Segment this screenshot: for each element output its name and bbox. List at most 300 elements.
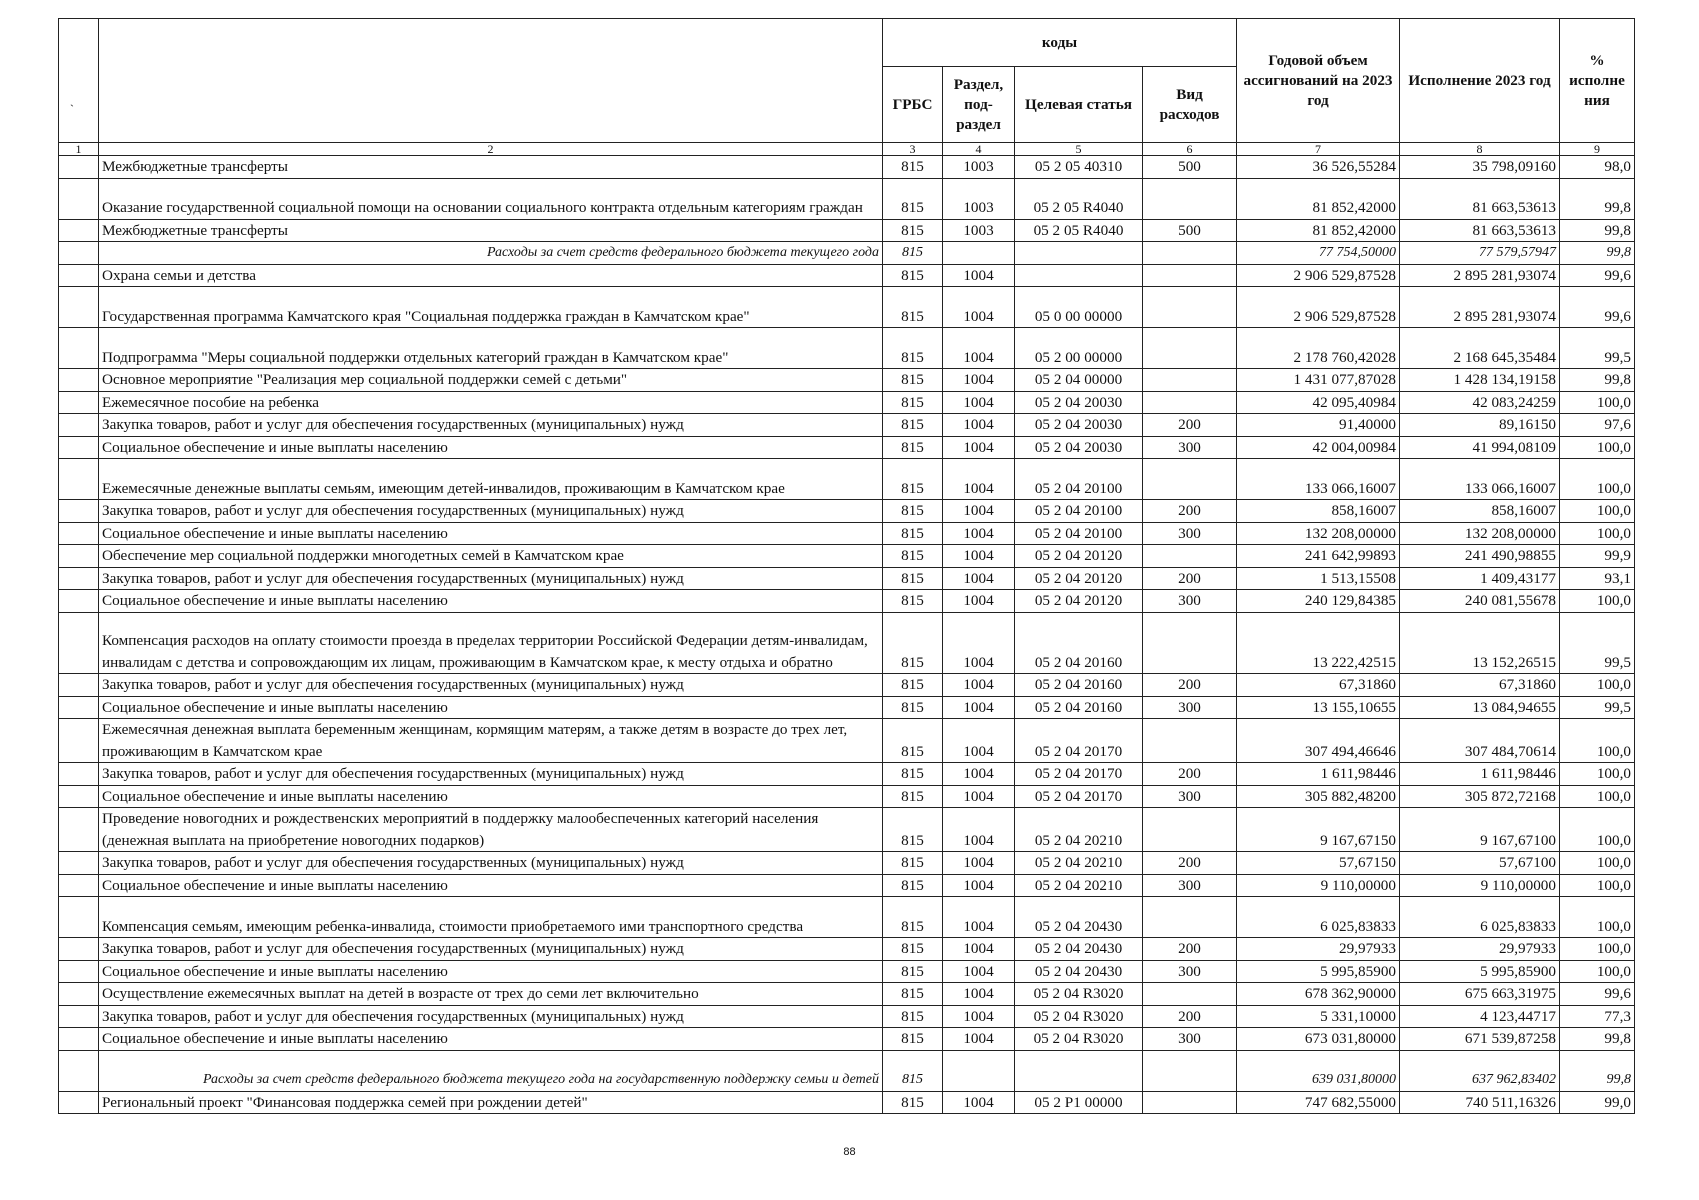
row-index-cell bbox=[59, 522, 99, 545]
row-name: Государственная программа Камчатского края "Социальная поддержка граждан в Камчатском крае" bbox=[99, 287, 883, 328]
row-index-cell bbox=[59, 874, 99, 897]
row-grbs: 815 bbox=[883, 674, 943, 697]
row-expense-kind bbox=[1143, 983, 1237, 1006]
table-row bbox=[59, 545, 1635, 568]
row-execution: 42 083,24259 bbox=[1400, 391, 1560, 414]
row-target-article: 05 2 04 R3020 bbox=[1015, 1028, 1143, 1051]
row-target-article: 05 2 04 20030 bbox=[1015, 436, 1143, 459]
row-expense-kind bbox=[1143, 242, 1237, 265]
colnum: 9 bbox=[1560, 143, 1635, 156]
row-execution: 41 994,08109 bbox=[1400, 436, 1560, 459]
row-target-article: 05 2 04 R3020 bbox=[1015, 1005, 1143, 1028]
row-index-cell bbox=[59, 328, 99, 369]
row-section: 1004 bbox=[943, 264, 1015, 287]
table-row bbox=[59, 696, 1635, 719]
colnum: 8 bbox=[1400, 143, 1560, 156]
colnum: 5 bbox=[1015, 143, 1143, 156]
row-section: 1004 bbox=[943, 938, 1015, 961]
row-execution: 305 872,72168 bbox=[1400, 785, 1560, 808]
row-annual-allocation: 1 513,15508 bbox=[1237, 567, 1400, 590]
row-section: 1004 bbox=[943, 612, 1015, 674]
row-percent: 99,6 bbox=[1560, 287, 1635, 328]
row-target-article bbox=[1015, 242, 1143, 265]
row-expense-kind: 200 bbox=[1143, 414, 1237, 437]
row-percent: 100,0 bbox=[1560, 808, 1635, 852]
row-grbs: 815 bbox=[883, 328, 943, 369]
row-grbs: 815 bbox=[883, 500, 943, 523]
row-annual-allocation: 81 852,42000 bbox=[1237, 178, 1400, 219]
row-section: 1004 bbox=[943, 674, 1015, 697]
row-grbs: 815 bbox=[883, 852, 943, 875]
row-execution: 740 511,16326 bbox=[1400, 1091, 1560, 1114]
row-percent: 99,6 bbox=[1560, 264, 1635, 287]
row-section: 1004 bbox=[943, 369, 1015, 392]
row-target-article: 05 2 04 20160 bbox=[1015, 696, 1143, 719]
row-section: 1004 bbox=[943, 808, 1015, 852]
row-grbs: 815 bbox=[883, 897, 943, 938]
row-expense-kind: 300 bbox=[1143, 436, 1237, 459]
table-row bbox=[59, 612, 1635, 674]
row-target-article: 05 2 04 20030 bbox=[1015, 391, 1143, 414]
budget-execution-table bbox=[58, 18, 1635, 1114]
row-execution: 2 168 645,35484 bbox=[1400, 328, 1560, 369]
row-annual-allocation: 5 331,10000 bbox=[1237, 1005, 1400, 1028]
row-execution: 4 123,44717 bbox=[1400, 1005, 1560, 1028]
row-target-article: 05 2 04 20170 bbox=[1015, 719, 1143, 763]
column-number-row bbox=[59, 143, 1635, 156]
row-annual-allocation: 678 362,90000 bbox=[1237, 983, 1400, 1006]
row-annual-allocation: 29,97933 bbox=[1237, 938, 1400, 961]
row-section: 1003 bbox=[943, 219, 1015, 242]
table-row bbox=[59, 287, 1635, 328]
row-grbs: 815 bbox=[883, 369, 943, 392]
header-kind: Вид расходов bbox=[1143, 67, 1237, 143]
row-annual-allocation: 36 526,55284 bbox=[1237, 156, 1400, 179]
row-index-cell bbox=[59, 852, 99, 875]
row-name: Межбюджетные трансферты bbox=[99, 219, 883, 242]
table-row bbox=[59, 983, 1635, 1006]
row-expense-kind bbox=[1143, 391, 1237, 414]
row-percent: 93,1 bbox=[1560, 567, 1635, 590]
row-section: 1004 bbox=[943, 567, 1015, 590]
table-row bbox=[59, 1005, 1635, 1028]
row-grbs: 815 bbox=[883, 1028, 943, 1051]
row-percent: 97,6 bbox=[1560, 414, 1635, 437]
table-row bbox=[59, 897, 1635, 938]
row-percent: 100,0 bbox=[1560, 436, 1635, 459]
row-name: Ежемесячное пособие на ребенка bbox=[99, 391, 883, 414]
row-name: Социальное обеспечение и иные выплаты населению bbox=[99, 436, 883, 459]
row-name: Социальное обеспечение и иные выплаты населению bbox=[99, 785, 883, 808]
row-annual-allocation: 133 066,16007 bbox=[1237, 459, 1400, 500]
row-grbs: 815 bbox=[883, 785, 943, 808]
table-row bbox=[59, 369, 1635, 392]
row-name: Закупка товаров, работ и услуг для обеспечения государственных (муниципальных) нужд bbox=[99, 1005, 883, 1028]
row-name: Социальное обеспечение и иные выплаты населению bbox=[99, 1028, 883, 1051]
table-row bbox=[59, 242, 1635, 265]
row-index-cell bbox=[59, 219, 99, 242]
row-expense-kind: 200 bbox=[1143, 674, 1237, 697]
row-grbs: 815 bbox=[883, 459, 943, 500]
row-target-article: 05 2 04 20100 bbox=[1015, 459, 1143, 500]
row-index-cell bbox=[59, 674, 99, 697]
row-section: 1004 bbox=[943, 1005, 1015, 1028]
row-percent: 99,0 bbox=[1560, 1091, 1635, 1114]
table-row bbox=[59, 590, 1635, 613]
row-name: Подпрограмма "Меры социальной поддержки отдельных категорий граждан в Камчатском крае" bbox=[99, 328, 883, 369]
row-grbs: 815 bbox=[883, 983, 943, 1006]
row-execution: 6 025,83833 bbox=[1400, 897, 1560, 938]
row-target-article: 05 2 04 20030 bbox=[1015, 414, 1143, 437]
table-row bbox=[59, 436, 1635, 459]
row-expense-kind bbox=[1143, 808, 1237, 852]
row-percent: 100,0 bbox=[1560, 522, 1635, 545]
row-percent: 99,8 bbox=[1560, 369, 1635, 392]
row-grbs: 815 bbox=[883, 414, 943, 437]
row-execution: 675 663,31975 bbox=[1400, 983, 1560, 1006]
row-grbs: 815 bbox=[883, 391, 943, 414]
row-execution: 81 663,53613 bbox=[1400, 178, 1560, 219]
row-percent: 100,0 bbox=[1560, 391, 1635, 414]
row-expense-kind: 300 bbox=[1143, 960, 1237, 983]
row-expense-kind: 500 bbox=[1143, 219, 1237, 242]
row-expense-kind bbox=[1143, 612, 1237, 674]
row-execution: 9 110,00000 bbox=[1400, 874, 1560, 897]
row-execution: 307 484,70614 bbox=[1400, 719, 1560, 763]
row-annual-allocation: 132 208,00000 bbox=[1237, 522, 1400, 545]
row-index-cell bbox=[59, 178, 99, 219]
row-execution: 13 084,94655 bbox=[1400, 696, 1560, 719]
row-grbs: 815 bbox=[883, 938, 943, 961]
row-index-cell bbox=[59, 1028, 99, 1051]
row-index-cell bbox=[59, 897, 99, 938]
row-expense-kind bbox=[1143, 287, 1237, 328]
row-index-cell bbox=[59, 459, 99, 500]
row-section: 1004 bbox=[943, 785, 1015, 808]
row-percent: 77,3 bbox=[1560, 1005, 1635, 1028]
row-expense-kind: 300 bbox=[1143, 590, 1237, 613]
row-expense-kind bbox=[1143, 1050, 1237, 1091]
row-name: Охрана семьи и детства bbox=[99, 264, 883, 287]
header-pct: % исполне ния bbox=[1560, 19, 1635, 143]
colnum: 7 bbox=[1237, 143, 1400, 156]
table-row bbox=[59, 156, 1635, 179]
row-index-cell bbox=[59, 567, 99, 590]
row-percent: 100,0 bbox=[1560, 874, 1635, 897]
row-target-article: 05 2 04 20210 bbox=[1015, 874, 1143, 897]
table-row bbox=[59, 1091, 1635, 1114]
row-annual-allocation: 13 155,10655 bbox=[1237, 696, 1400, 719]
row-expense-kind bbox=[1143, 328, 1237, 369]
row-target-article: 05 2 05 R4040 bbox=[1015, 219, 1143, 242]
row-target-article: 05 2 04 20170 bbox=[1015, 763, 1143, 786]
header-annual: Годовой объем ассигнований на 2023 год bbox=[1237, 19, 1400, 143]
row-index-cell bbox=[59, 287, 99, 328]
row-section: 1004 bbox=[943, 590, 1015, 613]
row-index-cell bbox=[59, 785, 99, 808]
header-section: Раздел, под-раздел bbox=[943, 67, 1015, 143]
row-expense-kind: 200 bbox=[1143, 500, 1237, 523]
row-percent: 99,8 bbox=[1560, 1028, 1635, 1051]
row-target-article: 05 2 04 20430 bbox=[1015, 960, 1143, 983]
row-percent: 99,8 bbox=[1560, 242, 1635, 265]
row-name: Социальное обеспечение и иные выплаты населению bbox=[99, 696, 883, 719]
row-execution: 2 895 281,93074 bbox=[1400, 264, 1560, 287]
row-section: 1004 bbox=[943, 545, 1015, 568]
row-annual-allocation: 2 906 529,87528 bbox=[1237, 264, 1400, 287]
row-section: 1004 bbox=[943, 287, 1015, 328]
row-grbs: 815 bbox=[883, 1091, 943, 1114]
row-target-article: 05 2 04 20120 bbox=[1015, 590, 1143, 613]
row-grbs: 815 bbox=[883, 178, 943, 219]
row-name: Закупка товаров, работ и услуг для обеспечения государственных (муниципальных) нужд bbox=[99, 763, 883, 786]
row-percent: 100,0 bbox=[1560, 960, 1635, 983]
row-grbs: 815 bbox=[883, 219, 943, 242]
row-annual-allocation: 1 431 077,87028 bbox=[1237, 369, 1400, 392]
row-name: Расходы за счет средств федерального бюджета текущего года bbox=[99, 242, 883, 265]
row-target-article: 05 2 04 20160 bbox=[1015, 612, 1143, 674]
row-section: 1004 bbox=[943, 1028, 1015, 1051]
row-annual-allocation: 2 906 529,87528 bbox=[1237, 287, 1400, 328]
row-expense-kind bbox=[1143, 1091, 1237, 1114]
row-grbs: 815 bbox=[883, 1050, 943, 1091]
row-annual-allocation: 57,67150 bbox=[1237, 852, 1400, 875]
row-name: Закупка товаров, работ и услуг для обеспечения государственных (муниципальных) нужд bbox=[99, 852, 883, 875]
row-target-article: 05 2 04 20120 bbox=[1015, 567, 1143, 590]
row-index-cell bbox=[59, 696, 99, 719]
table-row bbox=[59, 785, 1635, 808]
row-grbs: 815 bbox=[883, 242, 943, 265]
table-row bbox=[59, 719, 1635, 763]
row-section: 1004 bbox=[943, 459, 1015, 500]
table-row bbox=[59, 178, 1635, 219]
row-grbs: 815 bbox=[883, 156, 943, 179]
row-percent: 99,6 bbox=[1560, 983, 1635, 1006]
row-annual-allocation: 2 178 760,42028 bbox=[1237, 328, 1400, 369]
row-execution: 671 539,87258 bbox=[1400, 1028, 1560, 1051]
row-target-article: 05 2 04 20210 bbox=[1015, 808, 1143, 852]
row-section: 1004 bbox=[943, 696, 1015, 719]
header-target: Целевая статья bbox=[1015, 67, 1143, 143]
row-percent: 100,0 bbox=[1560, 785, 1635, 808]
row-percent: 99,8 bbox=[1560, 178, 1635, 219]
row-section: 1003 bbox=[943, 156, 1015, 179]
table-body bbox=[59, 156, 1635, 1114]
table-row bbox=[59, 522, 1635, 545]
row-section: 1004 bbox=[943, 852, 1015, 875]
row-percent: 100,0 bbox=[1560, 852, 1635, 875]
table-row bbox=[59, 500, 1635, 523]
row-target-article: 05 2 04 20430 bbox=[1015, 938, 1143, 961]
row-percent: 99,9 bbox=[1560, 545, 1635, 568]
row-execution: 133 066,16007 bbox=[1400, 459, 1560, 500]
row-annual-allocation: 307 494,46646 bbox=[1237, 719, 1400, 763]
table-row bbox=[59, 459, 1635, 500]
row-execution: 1 428 134,19158 bbox=[1400, 369, 1560, 392]
row-section: 1004 bbox=[943, 391, 1015, 414]
header-col-1 bbox=[59, 19, 99, 143]
row-percent: 99,5 bbox=[1560, 612, 1635, 674]
table-row bbox=[59, 1050, 1635, 1091]
table-row bbox=[59, 674, 1635, 697]
colnum: 4 bbox=[943, 143, 1015, 156]
row-section: 1004 bbox=[943, 763, 1015, 786]
row-execution: 637 962,83402 bbox=[1400, 1050, 1560, 1091]
row-annual-allocation: 639 031,80000 bbox=[1237, 1050, 1400, 1091]
row-execution: 5 995,85900 bbox=[1400, 960, 1560, 983]
row-execution: 1 611,98446 bbox=[1400, 763, 1560, 786]
row-expense-kind: 500 bbox=[1143, 156, 1237, 179]
table-row bbox=[59, 852, 1635, 875]
row-expense-kind bbox=[1143, 897, 1237, 938]
row-section: 1004 bbox=[943, 436, 1015, 459]
row-section: 1004 bbox=[943, 983, 1015, 1006]
row-percent: 100,0 bbox=[1560, 719, 1635, 763]
row-index-cell bbox=[59, 960, 99, 983]
row-annual-allocation: 81 852,42000 bbox=[1237, 219, 1400, 242]
row-index-cell bbox=[59, 938, 99, 961]
row-name: Расходы за счет средств федерального бюджета текущего года на государственную поддержку семьи и детей bbox=[99, 1050, 883, 1091]
row-percent: 100,0 bbox=[1560, 590, 1635, 613]
row-grbs: 815 bbox=[883, 696, 943, 719]
header-codes: коды bbox=[883, 19, 1237, 67]
row-name: Социальное обеспечение и иные выплаты населению bbox=[99, 960, 883, 983]
row-name: Закупка товаров, работ и услуг для обеспечения государственных (муниципальных) нужд bbox=[99, 500, 883, 523]
row-index-cell bbox=[59, 264, 99, 287]
row-name: Закупка товаров, работ и услуг для обеспечения государственных (муниципальных) нужд bbox=[99, 938, 883, 961]
row-expense-kind: 300 bbox=[1143, 1028, 1237, 1051]
row-target-article bbox=[1015, 264, 1143, 287]
row-expense-kind bbox=[1143, 545, 1237, 568]
row-annual-allocation: 9 110,00000 bbox=[1237, 874, 1400, 897]
row-grbs: 815 bbox=[883, 287, 943, 328]
row-section: 1004 bbox=[943, 414, 1015, 437]
row-target-article: 05 2 05 R4040 bbox=[1015, 178, 1143, 219]
row-percent: 100,0 bbox=[1560, 763, 1635, 786]
row-percent: 99,5 bbox=[1560, 696, 1635, 719]
row-annual-allocation: 1 611,98446 bbox=[1237, 763, 1400, 786]
row-name: Обеспечение мер социальной поддержки многодетных семей в Камчатском крае bbox=[99, 545, 883, 568]
row-section: 1004 bbox=[943, 897, 1015, 938]
row-target-article: 05 0 00 00000 bbox=[1015, 287, 1143, 328]
row-annual-allocation: 13 222,42515 bbox=[1237, 612, 1400, 674]
row-expense-kind bbox=[1143, 369, 1237, 392]
row-execution: 89,16150 bbox=[1400, 414, 1560, 437]
row-annual-allocation: 241 642,99893 bbox=[1237, 545, 1400, 568]
row-execution: 77 579,57947 bbox=[1400, 242, 1560, 265]
row-expense-kind: 200 bbox=[1143, 938, 1237, 961]
row-index-cell bbox=[59, 156, 99, 179]
row-name: Закупка товаров, работ и услуг для обеспечения государственных (муниципальных) нужд bbox=[99, 567, 883, 590]
row-annual-allocation: 240 129,84385 bbox=[1237, 590, 1400, 613]
row-percent: 99,8 bbox=[1560, 1050, 1635, 1091]
row-section: 1004 bbox=[943, 960, 1015, 983]
row-grbs: 815 bbox=[883, 567, 943, 590]
row-name: Закупка товаров, работ и услуг для обеспечения государственных (муниципальных) нужд bbox=[99, 674, 883, 697]
row-index-cell bbox=[59, 719, 99, 763]
row-name: Закупка товаров, работ и услуг для обеспечения государственных (муниципальных) нужд bbox=[99, 414, 883, 437]
table-row bbox=[59, 960, 1635, 983]
row-annual-allocation: 42 004,00984 bbox=[1237, 436, 1400, 459]
row-execution: 2 895 281,93074 bbox=[1400, 287, 1560, 328]
table-row bbox=[59, 938, 1635, 961]
row-grbs: 815 bbox=[883, 436, 943, 459]
table-row bbox=[59, 874, 1635, 897]
row-index-cell bbox=[59, 808, 99, 852]
row-target-article: 05 2 00 00000 bbox=[1015, 328, 1143, 369]
row-index-cell bbox=[59, 436, 99, 459]
row-section: 1004 bbox=[943, 1091, 1015, 1114]
table-row bbox=[59, 1028, 1635, 1051]
row-target-article: 05 2 P1 00000 bbox=[1015, 1091, 1143, 1114]
row-percent: 99,8 bbox=[1560, 219, 1635, 242]
header-grbs: ГРБС bbox=[883, 67, 943, 143]
colnum: 2 bbox=[99, 143, 883, 156]
row-execution: 57,67100 bbox=[1400, 852, 1560, 875]
row-name: Региональный проект "Финансовая поддержка семей при рождении детей" bbox=[99, 1091, 883, 1114]
row-name: Социальное обеспечение и иные выплаты населению bbox=[99, 874, 883, 897]
table-row bbox=[59, 414, 1635, 437]
row-annual-allocation: 305 882,48200 bbox=[1237, 785, 1400, 808]
row-name: Основное мероприятие "Реализация мер социальной поддержки семей с детьми" bbox=[99, 369, 883, 392]
row-expense-kind: 200 bbox=[1143, 852, 1237, 875]
table-row bbox=[59, 567, 1635, 590]
row-target-article: 05 2 04 20100 bbox=[1015, 500, 1143, 523]
row-execution: 67,31860 bbox=[1400, 674, 1560, 697]
row-percent: 98,0 bbox=[1560, 156, 1635, 179]
row-section: 1004 bbox=[943, 522, 1015, 545]
row-annual-allocation: 858,16007 bbox=[1237, 500, 1400, 523]
table-header bbox=[59, 19, 1635, 156]
row-expense-kind bbox=[1143, 719, 1237, 763]
table-row bbox=[59, 391, 1635, 414]
row-grbs: 815 bbox=[883, 545, 943, 568]
row-section bbox=[943, 242, 1015, 265]
page-number: 88 bbox=[843, 1146, 856, 1158]
row-annual-allocation: 747 682,55000 bbox=[1237, 1091, 1400, 1114]
row-execution: 241 490,98855 bbox=[1400, 545, 1560, 568]
row-expense-kind: 200 bbox=[1143, 763, 1237, 786]
row-section: 1004 bbox=[943, 328, 1015, 369]
row-index-cell bbox=[59, 242, 99, 265]
row-target-article: 05 2 04 20430 bbox=[1015, 897, 1143, 938]
header-exec: Исполнение 2023 год bbox=[1400, 19, 1560, 143]
row-index-cell bbox=[59, 500, 99, 523]
colnum: 3 bbox=[883, 143, 943, 156]
row-name: Компенсация расходов на оплату стоимости проезда в пределах территории Российской Федерации детям-инвалидам, инвалидам с детства и сопровождающим их лицам, проживающим в Камчатском крае, к месту отдыха и обратно bbox=[99, 612, 883, 674]
row-expense-kind: 200 bbox=[1143, 567, 1237, 590]
row-section: 1003 bbox=[943, 178, 1015, 219]
table-row bbox=[59, 264, 1635, 287]
row-grbs: 815 bbox=[883, 960, 943, 983]
row-grbs: 815 bbox=[883, 612, 943, 674]
row-execution: 240 081,55678 bbox=[1400, 590, 1560, 613]
colnum: 6 bbox=[1143, 143, 1237, 156]
table-row bbox=[59, 763, 1635, 786]
row-name: Ежемесячная денежная выплата беременным женщинам, кормящим матерям, а также детям в возрасте до трех лет, проживающим в Камчатском крае bbox=[99, 719, 883, 763]
row-index-cell bbox=[59, 545, 99, 568]
row-target-article bbox=[1015, 1050, 1143, 1091]
row-grbs: 815 bbox=[883, 719, 943, 763]
row-percent: 100,0 bbox=[1560, 500, 1635, 523]
row-grbs: 815 bbox=[883, 1005, 943, 1028]
scan-mark: ` bbox=[70, 102, 74, 116]
row-index-cell bbox=[59, 1050, 99, 1091]
row-grbs: 815 bbox=[883, 763, 943, 786]
row-execution: 1 409,43177 bbox=[1400, 567, 1560, 590]
row-execution: 858,16007 bbox=[1400, 500, 1560, 523]
budget-table-sheet bbox=[58, 18, 1635, 1114]
